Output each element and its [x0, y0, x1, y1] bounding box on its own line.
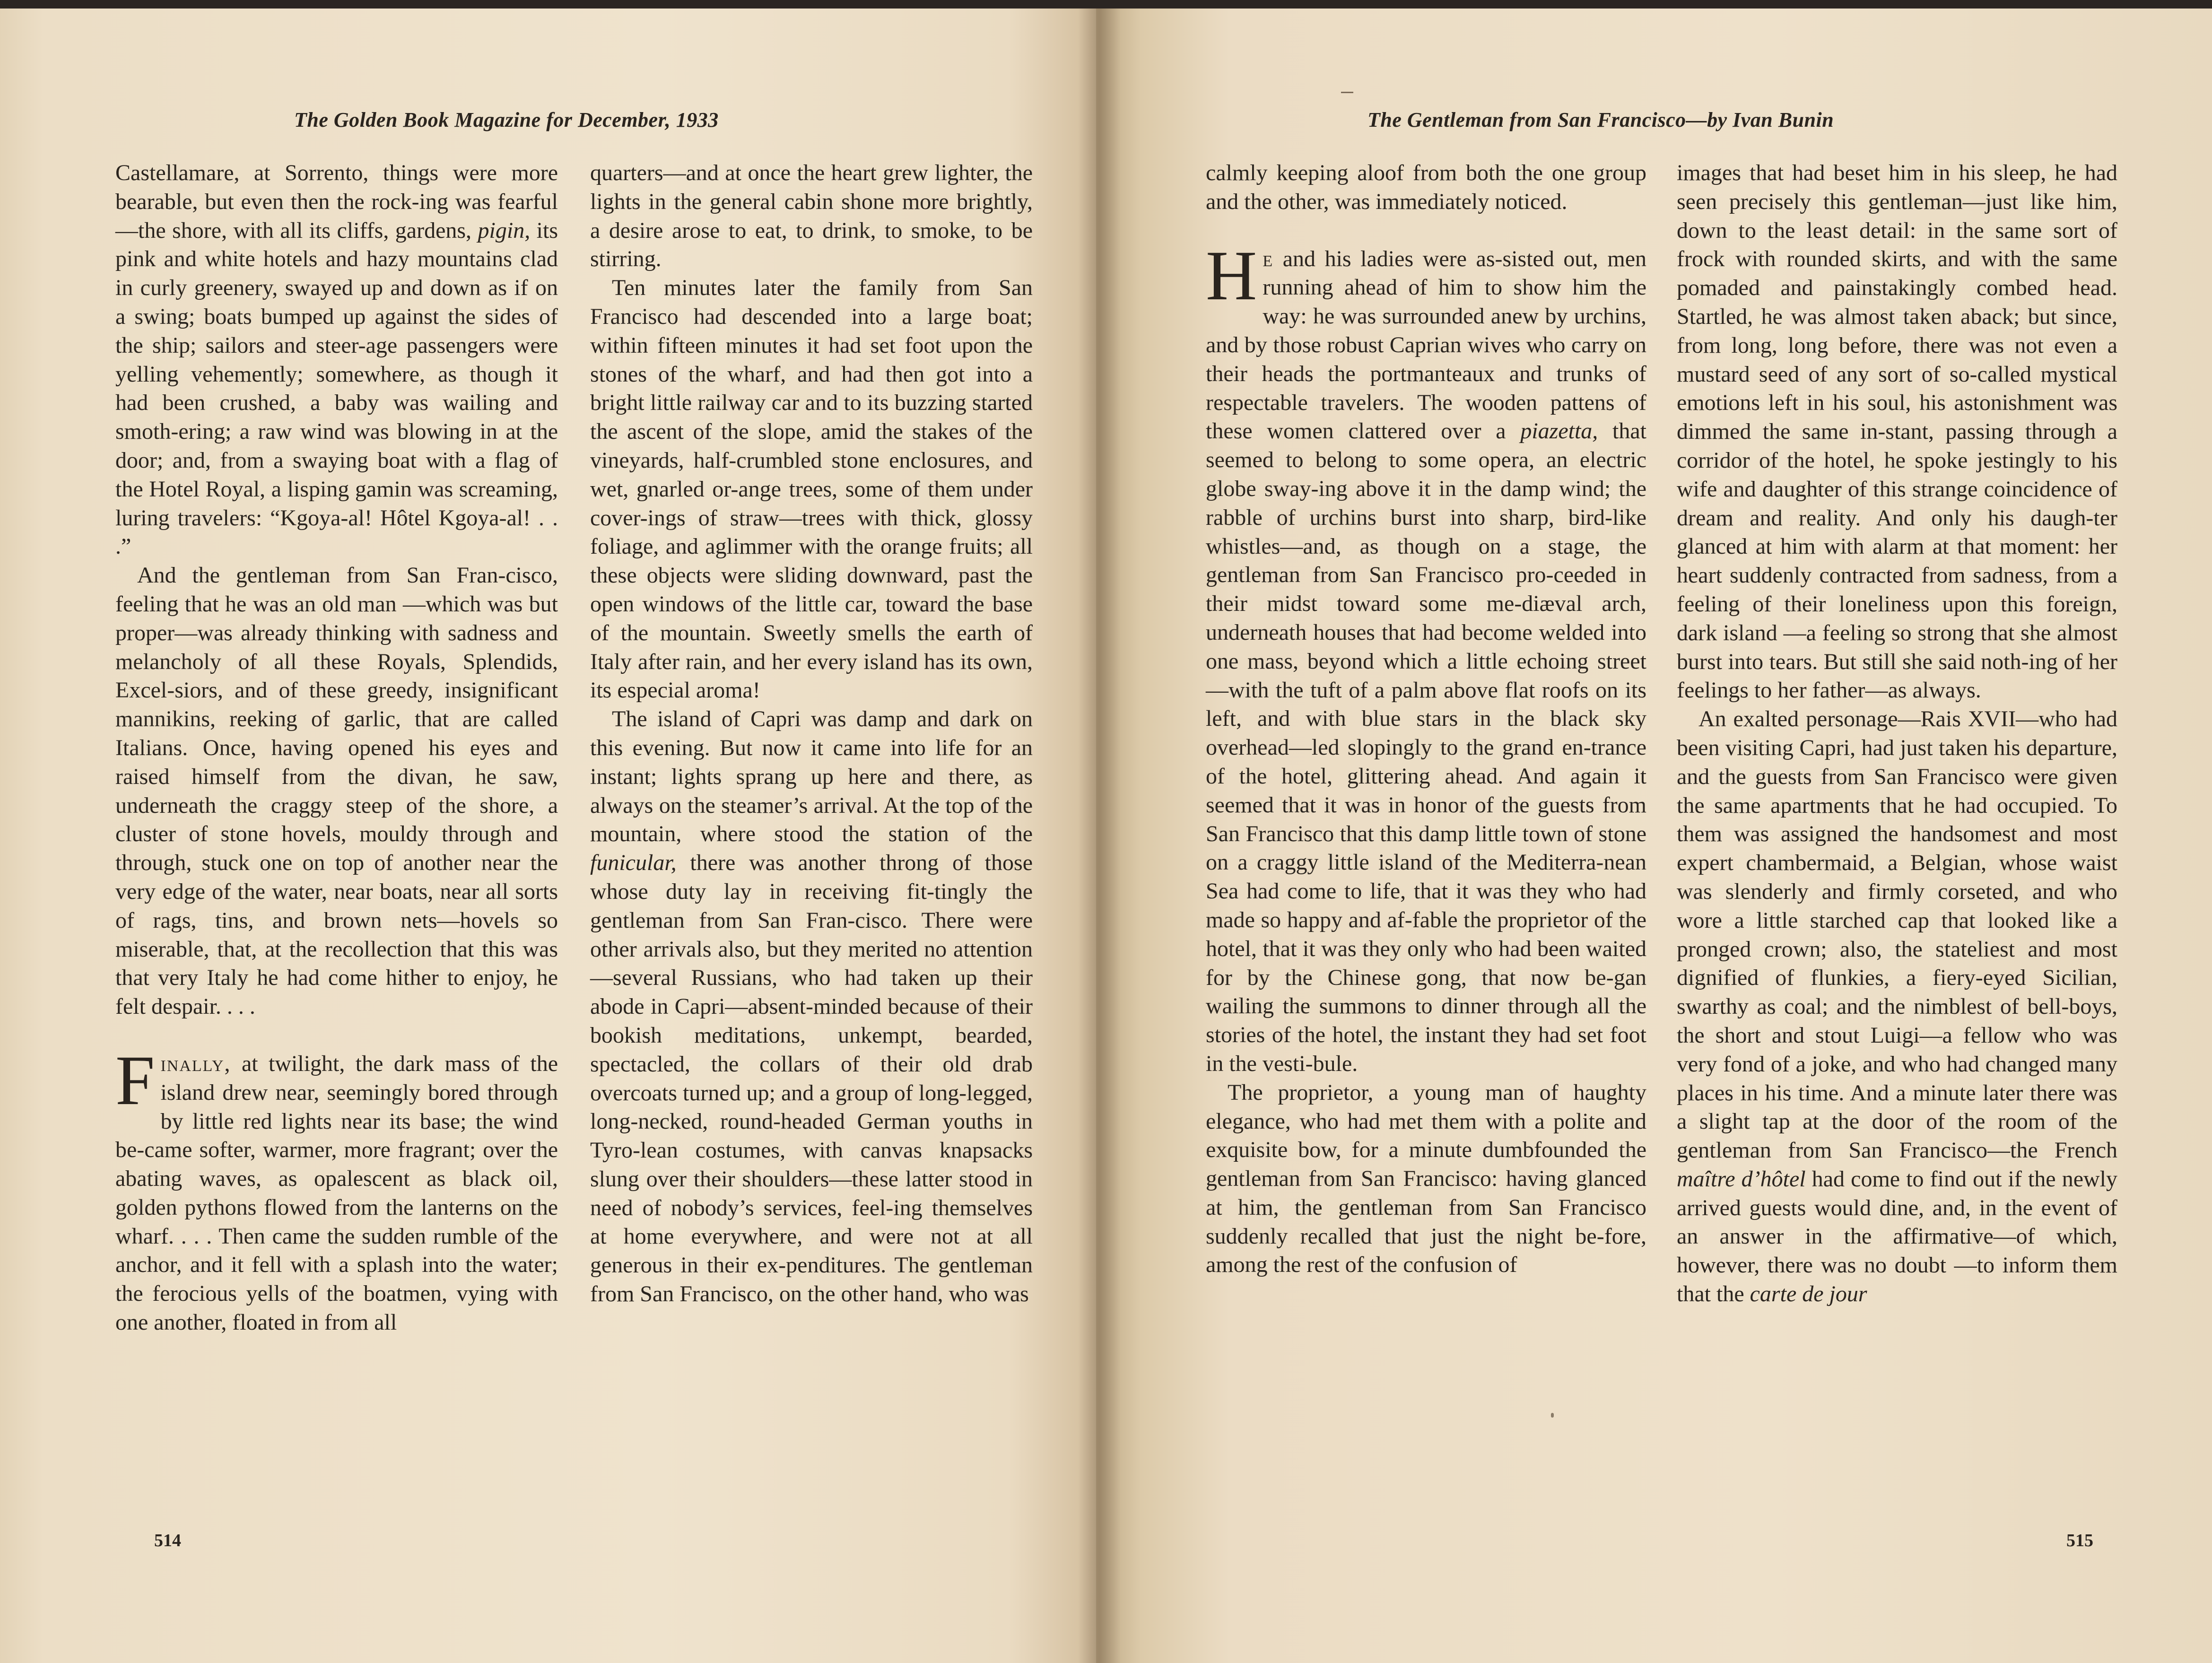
paragraph: calmly keeping aloof from both the one group and the other, was immediately noticed.	[1206, 160, 1646, 214]
section-start-paragraph: Finally, at twilight, the dark mass of the island drew near, seemingly bored through by little red lights near its base; the wind be-came softer, warmer, more fragrant; over the abating waves, as opalescent as black oil, golden pythons flowed from the lanterns on the wharf. . . . Then came the sudden rumble of the anchor, and it fell with a splash into the water; the ferocious yells of the boatmen, vying with one another, floated in from all	[115, 1041, 558, 1335]
drop-cap: H	[1206, 236, 1257, 315]
right-running-head: The Gentleman from San Francisco—by Ivan Bunin	[1367, 108, 1834, 131]
book-gutter	[1078, 9, 1121, 1663]
right-page	[1096, 9, 2212, 1663]
page-number: 515	[2066, 1531, 2093, 1550]
paragraph: Ten minutes later the family from San Francisco had descended into a large boat; within fifteen minutes it had set foot upon the stones of the wharf, and had then got into a bright little railway car and to its buzzing started the ascent of the slope, amid the stakes of the vineyards, half-crumbled stone enclosures, and wet, gnarled or-ange trees, some of them under cover-ings of straw—trees with thick, glossy foliage, and aglimmer with the orange fruits; all these objects were sliding downward, past the open windows of the little car, toward the base of the mountain. Sweetly smells the earth of Italy after rain, and her every island has its own, its especial aroma!	[590, 275, 1033, 703]
paper-speck	[1551, 1413, 1554, 1418]
paragraph: The proprietor, a young man of haughty elegance, who had met them with a polite and exquisite bow, for a minute dumbfounded the gentleman from San Francisco: having glanced at him, the gentleman from San Francisco suddenly recalled that just the night be-fore, among the rest of the confusion of	[1206, 1080, 1646, 1278]
magazine-spread	[0, 9, 2212, 1663]
left-running-head: The Golden Book Magazine for December, 1933	[294, 108, 719, 131]
paragraph: images that had beset him in his sleep, he had seen precisely this gentleman—just like him, down to the least detail: in the same sort of frock with rounded skirts, and with the same pomaded and painstakingly combed head. Startled, he was almost taken aback; but since, from long, long before, there was not even a mustard seed of any sort of so-called mystical emotions left in his soul, his astonishment was dimmed the same in-stant, passing through a corridor of the hotel, he spoke jestingly to his wife and daughter of this strange coincidence of dream and reality. And only his daugh-ter glanced at him with alarm at that moment: her heart suddenly contracted from sadness, from a feeling of their loneliness upon this foreign, dark island —a feeling so strong that she almost burst into tears. But still she said noth-ing of her feelings to her father—as always.	[1677, 160, 2117, 703]
paragraph: An exalted personage—Rais XVII—who had been visiting Capri, had just taken his departure, and the guests from San Francisco were given the same apartments that he had occupied. To them was assigned the handsomest and most expert chambermaid, a Belgian, whose waist was slenderly and firmly corseted, and who wore a little starched cap that looked like a pronged crown; also, the stateliest and most dignified of flunkies, a fiery-eyed Sicilian, swarthy as coal; and the nimblest of bell-boys, the short and stout Luigi—a fellow who was very fond of a joke, and who had changed many places in his time. And a minute later there was a slight tap at the door of the room of the gentleman from San Francisco—the French maître d’hôtel had come to find out if the newly arrived guests would dine, and, in the event of an answer in the affirmative—of which, however, there was no doubt —to inform them that the carte de jour	[1677, 706, 2117, 1307]
paragraph: Castellamare, at Sorrento, things were more bearable, but even then the rock-ing was fearful—the shore, with all its cliffs, gardens, pigin, its pink and white hotels and hazy mountains clad in curly greenery, swayed up and down as if on a swing; boats bumped up against the sides of the ship; sailors and steer-age passengers were yelling vehemently; somewhere, as though it had been crushed, a baby was wailing and smoth-ering; a raw wind was blowing in at the door; and, from a swaying boat with a flag of the Hotel Royal, a lisping gamin was screaming, luring travelers: “Kgoya-al! Hôtel Kgoya-al! . . .”	[115, 160, 558, 559]
paragraph: And the gentleman from San Fran-cisco, feeling that he was an old man —which was but proper—was already thinking with sadness and melancholy of all these Royals, Splendids, Excel-siors, and of these greedy, insignificant mannikins, reeking of garlic, that are called Italians. Once, having opened his eyes and raised himself from the divan, he saw, underneath the craggy steep of the shore, a cluster of stone hovels, mouldy through and through, stuck one on top of another near the very edge of the water, near boats, near all sorts of rags, tins, and brown nets—hovels so miserable, that, at the recollection that this was that very Italy he had come hither to enjoy, he felt despair. . . .	[115, 563, 558, 1019]
right-column-1	[1206, 159, 1646, 1280]
print-mark	[1341, 92, 1353, 93]
paragraph: quarters—and at once the heart grew lighter, the lights in the general cabin shone more brightly, a desire arose to eat, to drink, to smoke, to be stirring.	[590, 160, 1033, 272]
right-column-2	[1677, 159, 2117, 1309]
left-column-1	[115, 159, 558, 1337]
page-number: 514	[154, 1531, 181, 1550]
drop-cap: F	[115, 1041, 155, 1120]
section-start-paragraph: He and his ladies were as-sisted out, men running ahead of him to show him the way: he was surrounded anew by urchins, and by those robust Caprian wives who carry on their heads the portmanteaux and trunks of respectable travelers. The wooden pattens of these women clattered over a piazetta, that seemed to belong to some opera, an electric globe sway-ing above it in the damp wind; the rabble of urchins burst into sharp, bird-like whistles—and, as though on a stage, the gentleman from San Francisco pro-ceeded in their midst toward some me-diæval arch, underneath houses that had become welded into one mass, beyond which a little echoing street—with the tuft of a palm above flat roofs on its left, and with blue stars in the black sky overhead—led slopingly to the grand en-trance of the hotel, glittering ahead. And again it seemed that it was in honor of the guests from San Francisco that this damp little town of stone on a craggy little island of the Mediterra-nean Sea had come to life, that it was they who had made so happy and af-fable the proprietor of the hotel, that it was they only who had been waited for by the Chinese gong, that now be-gan wailing the summons to dinner through all the stories of the hotel, the instant they had set foot in the vesti-bule.	[1206, 236, 1647, 1076]
left-column-2	[590, 159, 1033, 1309]
left-page	[0, 9, 1096, 1663]
paragraph: The island of Capri was damp and dark on this evening. But now it came into life for an instant; lights sprang up here and there, as always on the steamer’s arrival. At the top of the mountain, where stood the station of the funicular, there was another throng of those whose duty lay in receiving fit-tingly the gentleman from San Fran-cisco. There were other arrivals also, but they merited no attention—several Russians, who had taken up their abode in Capri—absent-minded because of their bookish meditations, unkempt, bearded, spectacled, the collars of their old drab overcoats turned up; and a group of long-legged, long-necked, round-headed German youths in Tyro-lean costumes, with canvas knapsacks slung over their shoulders—these latter stood in need of nobody’s services, feel-ing themselves at home everywhere, and were not at all generous in their ex-penditures. The gentleman from San Francisco, on the other hand, who was	[590, 706, 1033, 1307]
